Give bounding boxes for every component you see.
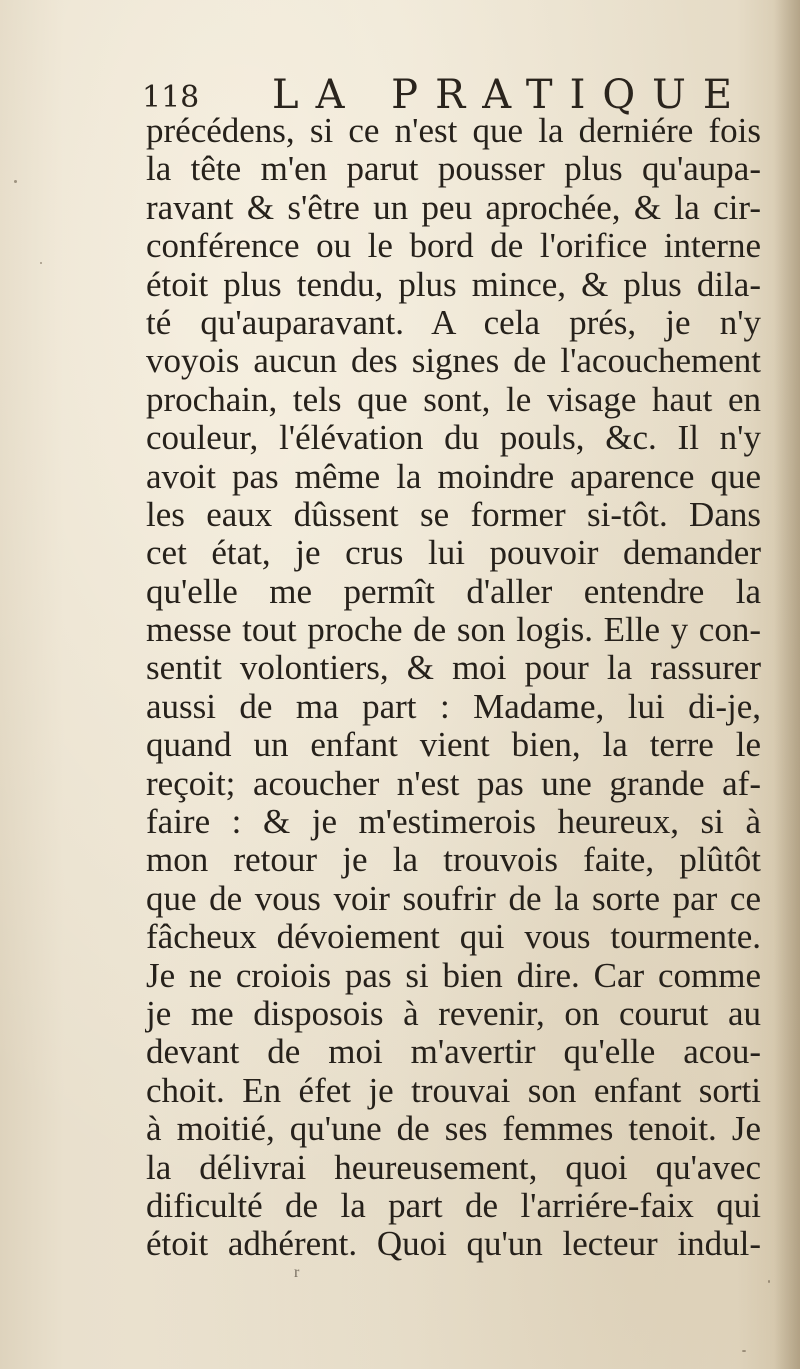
text-line: qu'elle me permît d'aller entendre la — [146, 571, 761, 611]
paper-speck — [40, 262, 42, 264]
text-line: choit. En éfet je trouvai son enfant sorti — [146, 1070, 761, 1110]
text-line: Je ne croiois pas si bien dire. Car comme — [146, 955, 761, 995]
paper-speck — [742, 1350, 746, 1352]
body-text — [146, 112, 761, 1264]
text-line: reçoit; acoucher n'est pas une grande af- — [146, 763, 761, 803]
signature-mark: r — [294, 1264, 300, 1281]
text-line: couleur, l'élévation du pouls, &c. Il n'y — [146, 418, 761, 458]
text-line: quand un enfant vient bien, la terre le — [146, 725, 761, 765]
paper-speck — [768, 1280, 770, 1283]
text-line: les eaux dûssent se former si-tôt. Dans — [146, 494, 761, 534]
text-line: mon retour je la trouvois faite, plûtôt — [146, 840, 761, 880]
text-line: ravant & s'être un peu aprochée, & la cir- — [146, 187, 761, 227]
text-line: que de vous voir soufrir de la sorte par ce — [146, 878, 761, 918]
text-line: dificulté de la part de l'arriére-faix qui — [146, 1185, 761, 1225]
text-line: la délivrai heureusement, quoi qu'avec — [146, 1147, 761, 1187]
text-line: prochain, tels que sont, le visage haut en — [146, 379, 761, 419]
text-line: fâcheux dévoiement qui vous tourmente. — [146, 917, 761, 957]
text-line: messe tout proche de son logis. Elle y con- — [146, 610, 761, 650]
text-line: sentit volontiers, & moi pour la rassurer — [146, 648, 761, 688]
page-number: 118 — [142, 80, 200, 115]
text-line: étoit plus tendu, plus mince, & plus dila- — [146, 264, 761, 304]
text-line: avoit pas même la moindre aparence que — [146, 456, 761, 496]
text-line: aussi de ma part : Madame, lui di-je, — [146, 686, 761, 726]
page-edge-shadow — [774, 0, 800, 1369]
running-title: LA PRATIQUE — [272, 72, 750, 118]
text-line: té qu'auparavant. A cela prés, je n'y — [146, 302, 761, 342]
text-line: à moitié, qu'une de ses femmes tenoit. Je — [146, 1109, 761, 1149]
text-line: précédens, si ce n'est que la derniére fois — [146, 111, 761, 150]
text-line: conférence ou le bord de l'orifice interne — [146, 226, 761, 266]
text-line: devant de moi m'avertir qu'elle acou- — [146, 1032, 761, 1072]
text-line: étoit adhérent. Quoi qu'un lecteur indul- — [146, 1224, 761, 1264]
paper-speck — [14, 180, 17, 183]
text-line: la tête m'en parut pousser plus qu'aupa- — [146, 149, 761, 189]
text-line: voyois aucun des signes de l'acouchement — [146, 341, 761, 381]
text-line: je me disposois à revenir, on courut au — [146, 993, 761, 1033]
text-line: cet état, je crus lui pouvoir demander — [146, 533, 761, 573]
text-line: faire : & je m'estimerois heureux, si à — [146, 802, 761, 842]
